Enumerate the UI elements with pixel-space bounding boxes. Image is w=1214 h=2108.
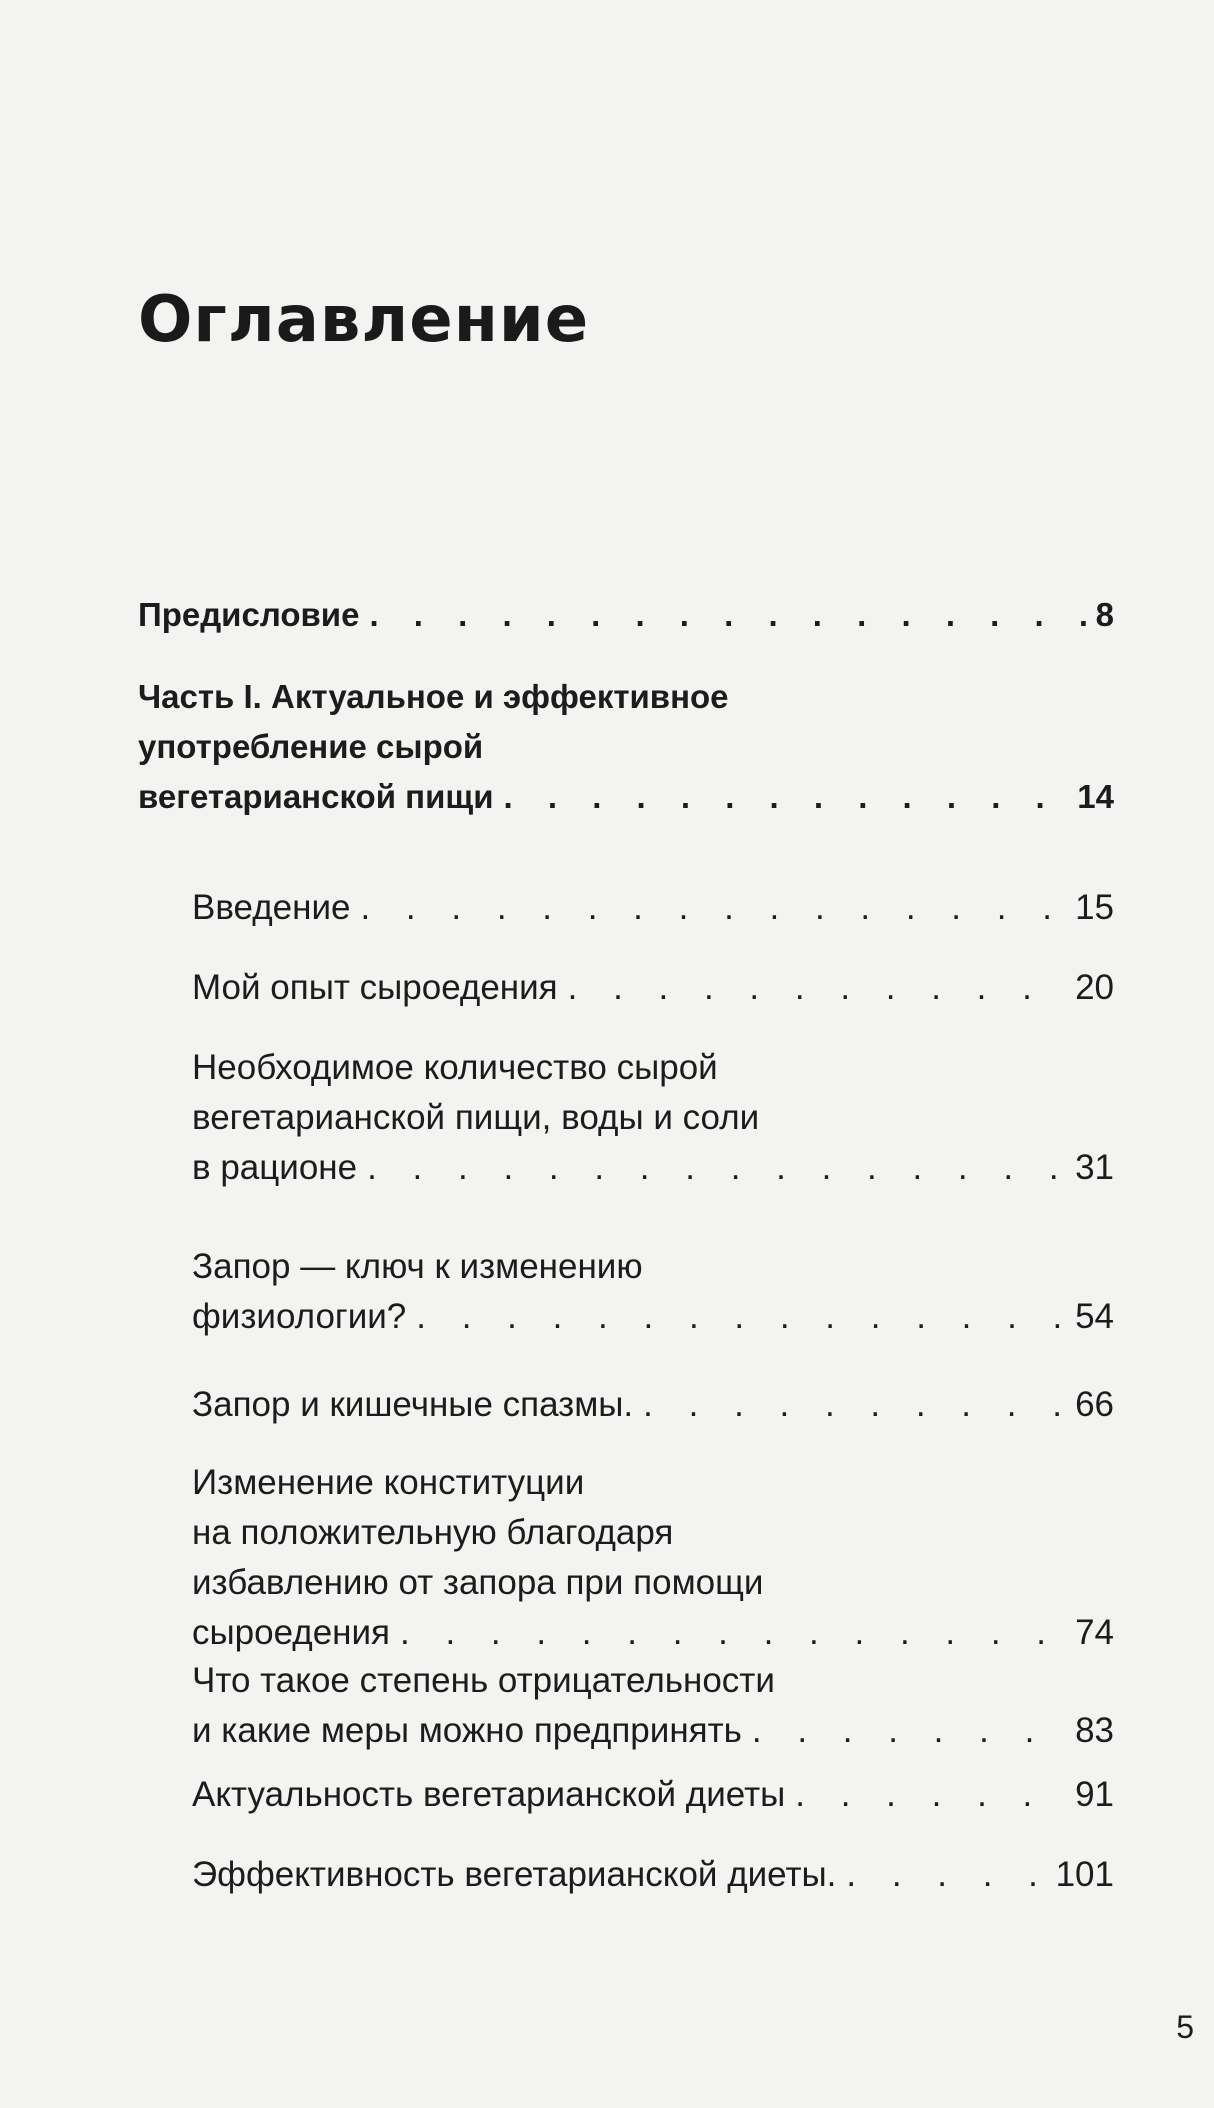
- toc-entry-title: вегетарианской пищи: [138, 778, 494, 815]
- toc-entry-page: 15: [1075, 888, 1114, 927]
- toc-entry: [192, 1242, 1114, 1342]
- toc-entry-title: Часть I. Актуальное и эффективное: [138, 678, 729, 715]
- toc-entry: [192, 1380, 1114, 1430]
- toc-entry-title: избавлению от запора при помощи: [192, 1563, 764, 1602]
- toc-entry-title: Запор и кишечные спазмы.: [192, 1385, 634, 1424]
- dot-leader: [846, 1850, 1045, 1900]
- dot-leader: [369, 590, 1085, 640]
- dot-leader: [504, 772, 1068, 822]
- dot-leader: [360, 883, 1065, 933]
- toc-entry: [192, 883, 1114, 933]
- toc-entry-title: Предисловие: [138, 596, 360, 633]
- toc-entry: [192, 1043, 1114, 1193]
- toc-entry-title: Изменение конституции: [192, 1463, 585, 1502]
- dot-leader: [643, 1380, 1065, 1430]
- toc-entry-page: 8: [1095, 596, 1114, 633]
- toc-entry: [192, 963, 1114, 1013]
- toc-entry: [138, 672, 1114, 822]
- toc-entry-page: 31: [1075, 1148, 1114, 1187]
- toc-entry-title: сыроедения: [192, 1613, 391, 1652]
- dot-leader: [752, 1706, 1065, 1756]
- toc-entry-title: Введение: [192, 888, 351, 927]
- toc-entry-title: Актуальность вегетарианской диеты: [192, 1775, 786, 1814]
- toc-entry: [138, 590, 1114, 640]
- toc-entry-page: 20: [1075, 968, 1114, 1007]
- toc-entry-title: Что такое степень отрицательности: [192, 1661, 775, 1700]
- page-title: Оглавление: [138, 283, 590, 357]
- toc-entry-title: употребление сырой: [138, 728, 484, 765]
- toc-entry-page: 101: [1055, 1855, 1114, 1894]
- toc-entry-page: 74: [1075, 1613, 1114, 1652]
- toc-entry-title: Эффективность вегетарианской диеты.: [192, 1855, 837, 1894]
- toc-entry-page: 14: [1077, 778, 1114, 815]
- toc-entry-title: физиологии?: [192, 1297, 407, 1336]
- toc-entry: [192, 1770, 1114, 1820]
- toc-entry-page: 54: [1075, 1297, 1114, 1336]
- toc-entry: [192, 1458, 1114, 1658]
- dot-leader: [416, 1292, 1065, 1342]
- dot-leader: [367, 1143, 1065, 1193]
- toc-entry: [192, 1656, 1114, 1756]
- toc-entry-title: вегетарианской пищи, воды и соли: [192, 1098, 760, 1137]
- toc-entry-title: на положительную благодаря: [192, 1513, 674, 1552]
- toc-entry-page: 66: [1075, 1385, 1114, 1424]
- dot-leader: [795, 1770, 1065, 1820]
- toc-entry-title: Мой опыт сыроедения: [192, 968, 558, 1007]
- page-number: 5: [1176, 2009, 1194, 2045]
- toc-entry-page: 83: [1075, 1711, 1114, 1750]
- toc-entry: [192, 1850, 1114, 1900]
- dot-leader: [400, 1608, 1065, 1658]
- toc-entry-title: и какие меры можно предпринять: [192, 1711, 742, 1750]
- toc-entry-title: в рационе: [192, 1148, 358, 1187]
- dot-leader: [568, 963, 1065, 1013]
- toc-entry-title: Запор — ключ к изменению: [192, 1247, 643, 1286]
- toc-entry-title: Необходимое количество сырой: [192, 1048, 718, 1087]
- toc-entry-page: 91: [1075, 1775, 1114, 1814]
